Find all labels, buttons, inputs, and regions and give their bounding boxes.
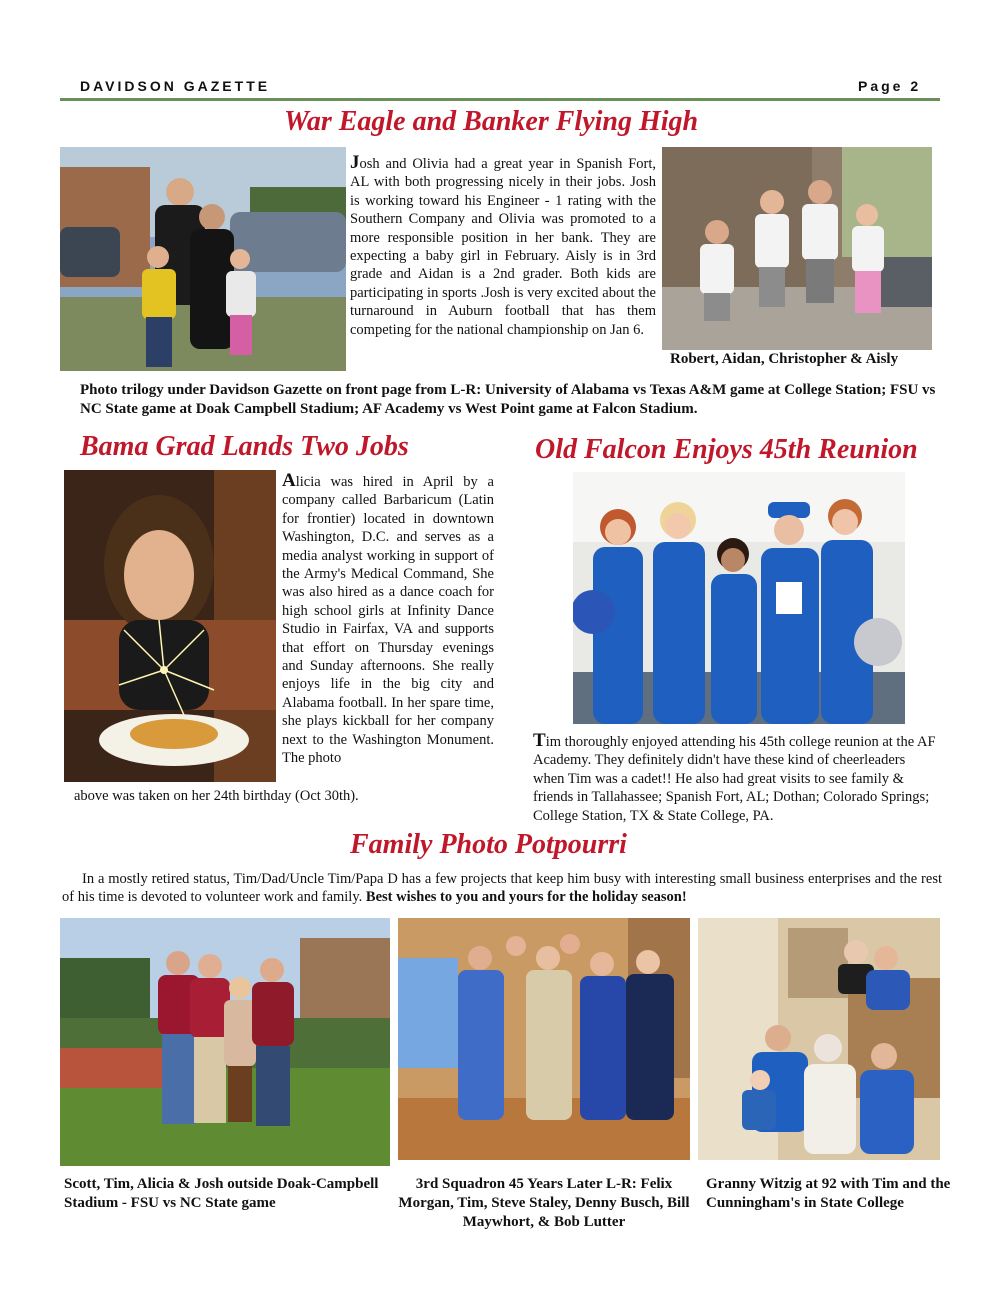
headline-old-falcon: Old Falcon Enjoys 45th Reunion [535,434,918,465]
old-falcon-dropcap: T [533,730,546,751]
bama-grad-story-tail: above was taken on her 24th birthday (Oct 30th). [74,788,359,804]
bama-grad-dropcap: A [282,470,296,491]
potpourri-body: In a mostly retired status, Tim/Dad/Uncle Tim/Papa D has a few projects that keep him busy with interesting small business enterprises and the rest of his time is devoted to volunteer work and family. [62,871,942,906]
photo-af-cheerleaders [573,472,905,724]
bama-grad-story [282,472,494,768]
header-rule [60,98,940,101]
potpourri-story [62,870,942,907]
caption-doak-campbell: Scott, Tim, Alicia & Josh outside Doak-Campbell Stadium - FSU vs NC State game [64,1176,379,1211]
photo-alicia-birthday [64,470,276,782]
old-falcon-story [533,732,938,825]
photo-josh-olivia-family [60,147,346,371]
potpourri-holiday-wishes: Best wishes to you and yours for the holiday season! [365,889,687,906]
photo-3rd-squadron [398,918,690,1160]
caption-granny-witzig: Granny Witzig at 92 with Tim and the Cunningham's in State College [706,1176,951,1211]
caption-3rd-squadron: 3rd Squadron 45 Years Later L-R: Felix Morgan, Tim, Steve Staley, Denny Busch, Bill Maywhort, & Bob Lutter [398,1176,690,1230]
bama-grad-body: licia was hired in April by a company called Barbaricum (Latin for frontier) located in downtown Washington, D.C. and serves as a media analyst working in support of the Army's Medical Command, She was also hired as a dance coach for high school girls at Infinity Dance Studio in Fairfax, VA and supports that effort on Thursday evenings and Sunday afternoons. She really enjoys life in the big city and Alabama football. In her spare time, she plays kickball for her company next to the Washington Monument. The photo [282,474,494,767]
war-eagle-body: osh and Olivia had a great year in Spanish Fort, AL with both progressing nicely in their jobs. Josh is working toward his Engineer - 1 rating with the Southern Company and Olivia was promoted to a more responsible position in her bank. They are expecting a baby girl in February. Aisly is in 3rd grade and Aidan is a 2nd grader. Both kids are participating in sports .Josh is very excited about the turnaround in Auburn football that has them competing for the national championship on Jan 6. [350,156,656,338]
caption-four-kids: Robert, Aidan, Christopher & Aisly [670,351,899,367]
photo-granny-witzig [698,918,940,1160]
photo-doak-campbell-group [60,918,390,1166]
war-eagle-story [350,154,656,339]
war-eagle-dropcap: J [350,152,360,173]
old-falcon-body: im thoroughly enjoyed attending his 45th college reunion at the AF Academy. They definitely didn't have these kind of cheerleaders when Tim was a cadet!! He also had great visits to see family & friends in Tallahassee; Spanish Fort, AL; Dothan; Colorado Springs; College Station, TX & State College, PA. [533,734,936,824]
photo-four-kids [662,147,932,350]
headline-potpourri: Family Photo Potpourri [350,829,627,860]
page-number: Page 2 [858,78,922,94]
photo-trilogy-note: Photo trilogy under Davidson Gazette on front page from L-R: University of Alabama vs Texas A&M game at College Station; FSU vs NC State game at Doak Campbell Stadium; AF Academy vs West Point game at Falcon Stadium. [80,382,936,417]
headline-bama-grad: Bama Grad Lands Two Jobs [80,431,409,462]
headline-war-eagle: War Eagle and Banker Flying High [284,106,699,137]
gazette-title: DAVIDSON GAZETTE [80,78,271,94]
